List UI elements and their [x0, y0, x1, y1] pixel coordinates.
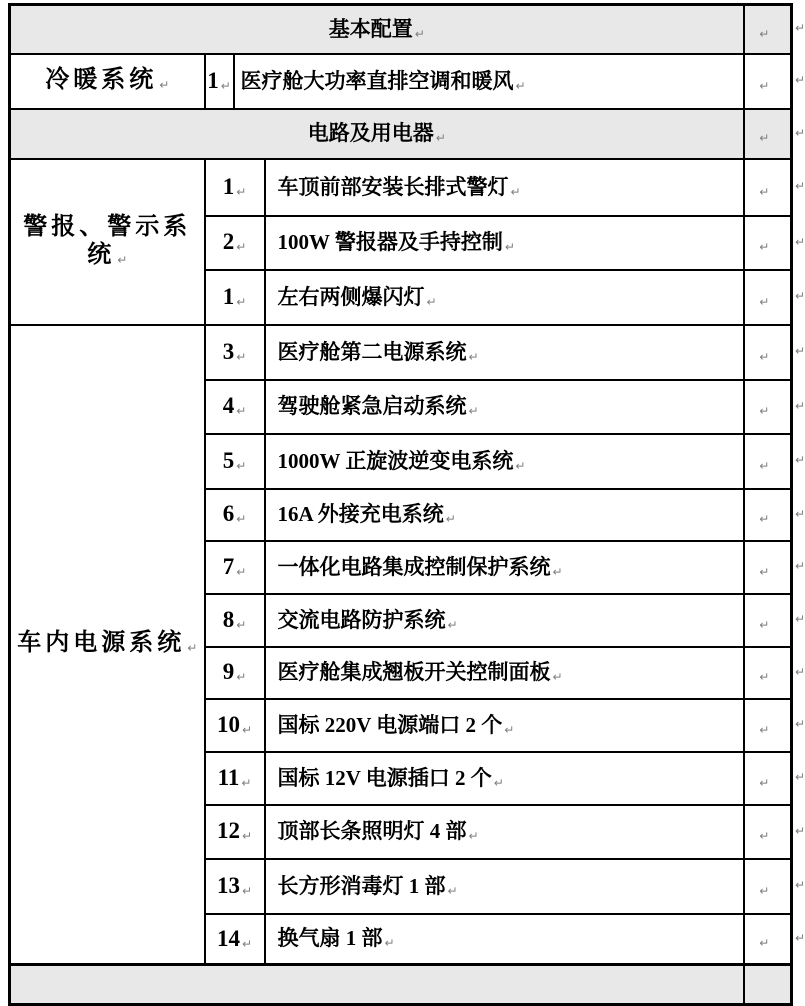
empty-cell — [744, 805, 805, 859]
empty-cell — [744, 489, 805, 541]
table-row-hvac — [10, 54, 792, 109]
pilcrow-mark: ↵ — [159, 78, 170, 93]
empty-cell — [744, 914, 805, 965]
item-description: 驾驶舱紧急启动系统 ↵ — [265, 380, 744, 434]
row-end-mark: ↵ — [795, 770, 805, 785]
item-number: 11 ↵ — [205, 752, 265, 805]
pilcrow-mark: ↵ — [759, 829, 770, 844]
row-end-mark: ↵ — [795, 930, 805, 945]
pilcrow-mark: ↵ — [468, 349, 479, 364]
pilcrow-mark: ↵ — [447, 883, 458, 898]
item-description: 车顶前部安装长排式警灯 ↵ — [265, 159, 744, 216]
pilcrow-mark: ↵ — [236, 670, 247, 685]
item-description: 医疗舱集成翘板开关控制面板 ↵ — [265, 647, 744, 699]
row-end-mark: ↵ — [795, 125, 805, 140]
pilcrow-mark: ↵ — [759, 294, 770, 309]
item-number: 10 ↵ — [205, 699, 265, 752]
section-header-cell — [10, 109, 744, 159]
pilcrow-mark: ↵ — [552, 564, 563, 579]
pilcrow-mark: ↵ — [236, 617, 247, 632]
item-description: 换气扇 1 部 ↵ — [265, 914, 744, 965]
item-description: 长方形消毒灯 1 部 ↵ — [265, 859, 744, 914]
item-description: 医疗舱大功率直排空调和暖风 ↵ — [234, 54, 744, 109]
category-label-alarm: 警报、警示系统 ↵ — [10, 159, 205, 325]
section-header-cell — [10, 965, 744, 1005]
pilcrow-mark: ↵ — [447, 617, 458, 632]
pilcrow-mark: ↵ — [759, 349, 770, 364]
row-end-mark: ↵ — [795, 398, 805, 413]
section-header-row-partial — [10, 965, 792, 1005]
item-number: 8 ↵ — [205, 594, 265, 647]
pilcrow-mark: ↵ — [759, 670, 770, 685]
pilcrow-mark: ↵ — [236, 458, 247, 473]
pilcrow-mark: ↵ — [241, 936, 253, 951]
empty-cell — [744, 699, 805, 752]
pilcrow-mark: ↵ — [510, 184, 521, 199]
category-label-hvac: 冷暖系统 ↵ — [10, 54, 205, 109]
pilcrow-mark: ↵ — [236, 184, 247, 199]
row-end-mark: ↵ — [795, 73, 805, 88]
pilcrow-mark: ↵ — [759, 26, 770, 41]
item-number: 1 ↵ — [205, 270, 265, 325]
pilcrow-mark: ↵ — [759, 458, 770, 473]
pilcrow-mark: ↵ — [759, 564, 770, 579]
pilcrow-mark: ↵ — [515, 78, 526, 93]
pilcrow-mark: ↵ — [759, 404, 770, 419]
pilcrow-mark: ↵ — [759, 722, 770, 737]
empty-cell — [744, 380, 805, 434]
pilcrow-mark: ↵ — [220, 78, 231, 93]
empty-cell — [744, 965, 792, 1005]
pilcrow-mark: ↵ — [759, 617, 770, 632]
section-header-row-electric — [10, 109, 792, 159]
pilcrow-mark: ↵ — [759, 240, 770, 255]
pilcrow-mark: ↵ — [241, 722, 253, 737]
category-label-power: 车内电源系统 ↵ — [10, 325, 205, 965]
empty-cell — [744, 594, 805, 647]
pilcrow-mark: ↵ — [759, 775, 770, 790]
config-table — [8, 3, 805, 1006]
row-end-mark: ↵ — [795, 559, 805, 574]
item-number: 6 ↵ — [205, 489, 265, 541]
item-description: 一体化电路集成控制保护系统 ↵ — [265, 541, 744, 594]
item-number: 4 ↵ — [205, 380, 265, 434]
pilcrow-mark: ↵ — [236, 564, 247, 579]
pilcrow-mark: ↵ — [493, 775, 504, 790]
row-end-mark: ↵ — [795, 823, 805, 838]
row-end-mark: ↵ — [795, 878, 805, 893]
row-end-mark: ↵ — [795, 717, 805, 732]
item-number: 13 ↵ — [205, 859, 265, 914]
item-description: 100W 警报器及手持控制 ↵ — [265, 216, 744, 270]
pilcrow-mark: ↵ — [435, 131, 446, 146]
item-description: 国标 12V 电源插口 2 个 ↵ — [265, 752, 744, 805]
item-number: 12 ↵ — [205, 805, 265, 859]
row-end-mark: ↵ — [795, 344, 805, 359]
empty-cell — [744, 270, 805, 325]
pilcrow-mark: ↵ — [117, 252, 128, 267]
item-number: 1 ↵ — [205, 54, 234, 109]
pilcrow-mark: ↵ — [504, 722, 515, 737]
pilcrow-mark: ↵ — [384, 936, 395, 951]
empty-cell — [744, 541, 805, 594]
table-row — [10, 325, 792, 380]
pilcrow-mark: ↵ — [468, 829, 479, 844]
empty-cell — [744, 752, 805, 805]
item-number: 7 ↵ — [205, 541, 265, 594]
item-number: 14 ↵ — [205, 914, 265, 965]
row-end-mark: ↵ — [795, 234, 805, 249]
row-end-mark: ↵ — [795, 289, 805, 304]
item-number: 9 ↵ — [205, 647, 265, 699]
item-description: 16A 外接充电系统 ↵ — [265, 489, 744, 541]
item-number: 2 ↵ — [205, 216, 265, 270]
pilcrow-mark: ↵ — [241, 775, 252, 790]
row-end-mark: ↵ — [795, 21, 805, 36]
pilcrow-mark: ↵ — [236, 349, 247, 364]
pilcrow-mark: ↵ — [759, 883, 770, 898]
table-row — [10, 159, 792, 216]
row-end-mark: ↵ — [795, 179, 805, 194]
pilcrow-mark: ↵ — [236, 240, 247, 255]
pilcrow-mark: ↵ — [515, 458, 526, 473]
section-header-text: 基本配置 — [328, 16, 413, 41]
item-description: 医疗舱第二电源系统 ↵ — [265, 325, 744, 380]
pilcrow-mark: ↵ — [241, 829, 253, 844]
item-description: 顶部长条照明灯 4 部 ↵ — [265, 805, 744, 859]
pilcrow-mark: ↵ — [759, 78, 770, 93]
pilcrow-mark: ↵ — [236, 512, 247, 527]
row-end-mark: ↵ — [795, 506, 805, 521]
empty-cell — [744, 54, 805, 109]
item-number: 1 ↵ — [205, 159, 265, 216]
pilcrow-mark: ↵ — [241, 883, 253, 898]
empty-cell — [744, 647, 805, 699]
section-header-row-basic — [10, 5, 792, 54]
empty-cell — [744, 159, 805, 216]
empty-cell — [744, 325, 805, 380]
pilcrow-mark: ↵ — [426, 294, 437, 309]
pilcrow-mark: ↵ — [759, 936, 770, 951]
row-end-mark: ↵ — [795, 453, 805, 468]
empty-cell — [744, 859, 805, 914]
pilcrow-mark: ↵ — [187, 641, 198, 656]
pilcrow-mark: ↵ — [236, 294, 247, 309]
item-description: 国标 220V 电源端口 2 个 ↵ — [265, 699, 744, 752]
section-header-cell — [10, 5, 744, 54]
item-description: 左右两侧爆闪灯 ↵ — [265, 270, 744, 325]
pilcrow-mark: ↵ — [759, 184, 770, 199]
pilcrow-mark: ↵ — [504, 240, 515, 255]
item-number: 3 ↵ — [205, 325, 265, 380]
item-number: 5 ↵ — [205, 434, 265, 489]
empty-cell — [744, 216, 805, 270]
pilcrow-mark: ↵ — [468, 404, 479, 419]
empty-cell — [744, 434, 805, 489]
pilcrow-mark: ↵ — [236, 404, 247, 419]
pilcrow-mark: ↵ — [552, 670, 563, 685]
pilcrow-mark: ↵ — [445, 512, 456, 527]
row-end-mark: ↵ — [795, 612, 805, 627]
empty-cell — [744, 109, 805, 159]
pilcrow-mark: ↵ — [759, 512, 770, 527]
item-description: 1000W 正旋波逆变电系统 ↵ — [265, 434, 744, 489]
empty-cell — [744, 5, 805, 54]
row-end-mark: ↵ — [795, 664, 805, 679]
item-description: 交流电路防护系统 ↵ — [265, 594, 744, 647]
pilcrow-mark: ↵ — [414, 26, 425, 41]
section-header-text: 电路及用电器 — [307, 121, 434, 146]
pilcrow-mark: ↵ — [759, 131, 770, 146]
document-body — [8, 3, 805, 1006]
